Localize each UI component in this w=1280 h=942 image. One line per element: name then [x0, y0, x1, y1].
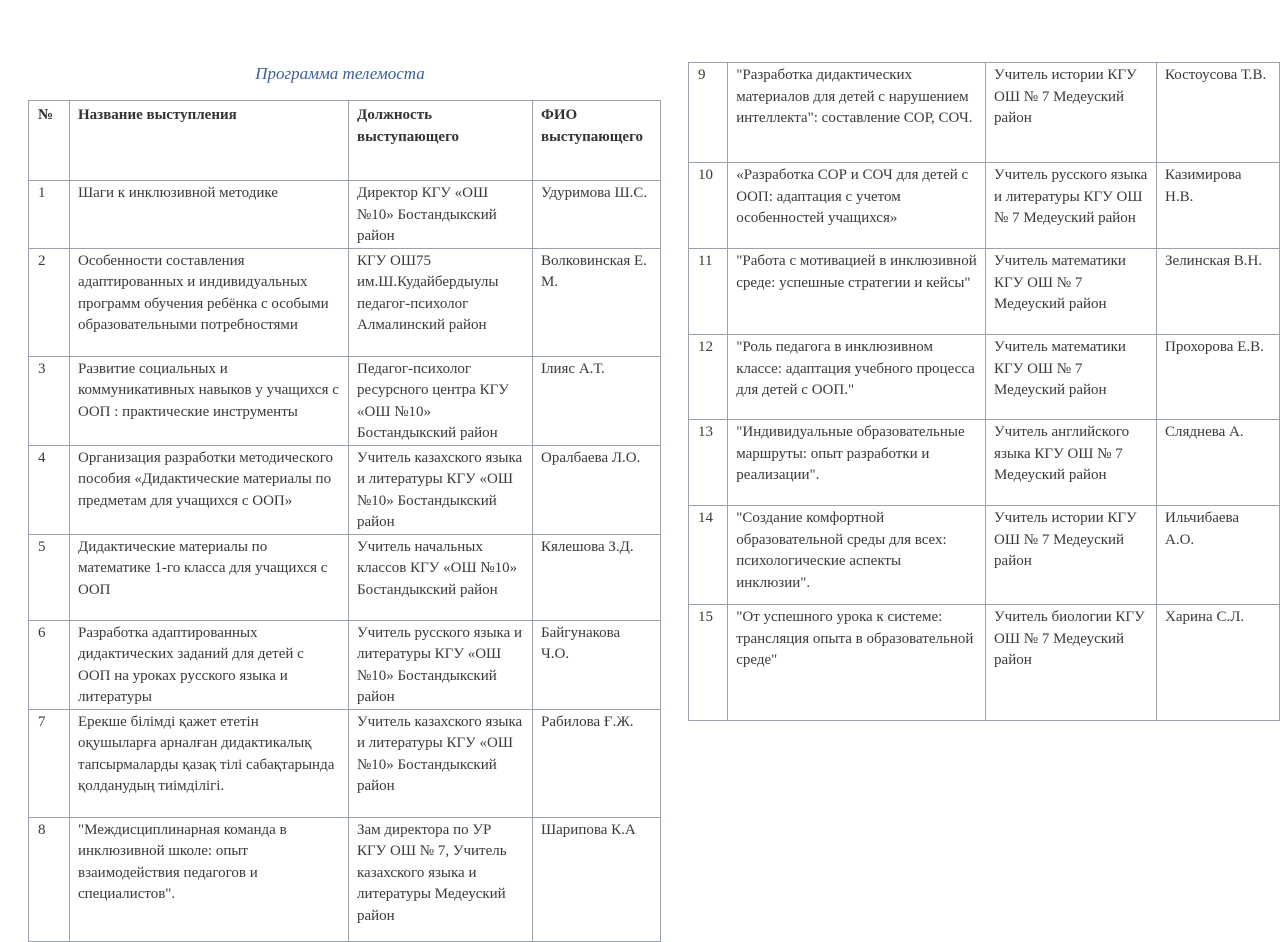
- row-number: 4: [29, 445, 70, 534]
- row-number: 15: [689, 605, 728, 721]
- header-position: Должность выступающего: [349, 101, 533, 181]
- row-topic: "Индивидуальные образовательные маршруты: опыт разработки и реализации".: [728, 420, 986, 506]
- row-topic: "От успешного урока к системе: трансляция опыта в образовательной среде": [728, 605, 986, 721]
- row-position: Педагог-психолог ресурсного центра КГУ «ОШ №10» Бостандыкский район: [349, 356, 533, 445]
- row-topic: "Работа с мотивацией в инклюзивной среде: успешные стратегии и кейсы": [728, 249, 986, 335]
- table-row: [29, 445, 661, 534]
- table-row: [29, 534, 661, 620]
- program-table-left: [28, 100, 661, 942]
- row-topic: "Разработка дидактических материалов для детей с нарушением интеллекта": составление СОР, СОЧ.: [728, 63, 986, 163]
- row-position: Учитель биологии КГУ ОШ № 7 Медеуский район: [986, 605, 1157, 721]
- row-position: КГУ ОШ75 им.Ш.Кудайбердыулы педагог-психолог Алмалинский район: [349, 248, 533, 356]
- header-speaker-name: ФИО выступающего: [533, 101, 661, 181]
- row-number: 6: [29, 620, 70, 709]
- row-speaker-name: Костоусова Т.В.: [1157, 63, 1280, 163]
- row-topic: Развитие социальных и коммуникативных навыков у учащихся с ООП : практические инструменты: [70, 356, 349, 445]
- row-topic: Шаги к инклюзивной методике: [70, 181, 349, 249]
- table-row: [29, 356, 661, 445]
- table-row: [29, 709, 661, 817]
- row-speaker-name: Прохорова Е.В.: [1157, 335, 1280, 420]
- row-speaker-name: Кялешова З.Д.: [533, 534, 661, 620]
- table-row: [689, 420, 1280, 506]
- row-number: 7: [29, 709, 70, 817]
- row-position: Учитель истории КГУ ОШ № 7 Медеуский район: [986, 63, 1157, 163]
- row-topic: "Создание комфортной образовательной среды для всех: психологические аспекты инклюзии".: [728, 506, 986, 605]
- row-speaker-name: Ильчибаева А.О.: [1157, 506, 1280, 605]
- row-position: Учитель математики КГУ ОШ № 7 Медеуский район: [986, 335, 1157, 420]
- row-position: Учитель казахского языка и литературы КГУ «ОШ №10» Бостандыкский район: [349, 709, 533, 817]
- row-topic: Организация разработки методического пособия «Дидактические материалы по предметам для учащихся с ООП»: [70, 445, 349, 534]
- row-topic: "Роль педагога в инклюзивном классе: адаптация учебного процесса для детей с ООП.": [728, 335, 986, 420]
- program-table-right: [688, 62, 1280, 721]
- row-position: Учитель истории КГУ ОШ № 7 Медеуский район: [986, 506, 1157, 605]
- table-row: [29, 817, 661, 941]
- row-position: Учитель математики КГУ ОШ № 7 Медеуский район: [986, 249, 1157, 335]
- row-position: Учитель русского языка и литературы КГУ «ОШ №10» Бостандыкский район: [349, 620, 533, 709]
- table-row: [689, 605, 1280, 721]
- row-position: Учитель казахского языка и литературы КГУ «ОШ №10» Бостандыкский район: [349, 445, 533, 534]
- row-number: 3: [29, 356, 70, 445]
- row-speaker-name: Байгунакова Ч.О.: [533, 620, 661, 709]
- row-number: 10: [689, 163, 728, 249]
- header-number: №: [29, 101, 70, 181]
- table-row: [29, 620, 661, 709]
- row-speaker-name: Шарипова К.А: [533, 817, 661, 941]
- table-header-row: [29, 101, 661, 181]
- row-speaker-name: Ілияс А.Т.: [533, 356, 661, 445]
- row-number: 12: [689, 335, 728, 420]
- row-speaker-name: Оралбаева Л.О.: [533, 445, 661, 534]
- header-topic: Название выступления: [70, 101, 349, 181]
- row-speaker-name: Сляднева А.: [1157, 420, 1280, 506]
- row-speaker-name: Харина С.Л.: [1157, 605, 1280, 721]
- row-topic: «Разработка СОР и СОЧ для детей с ООП: адаптация с учетом особенностей учащихся»: [728, 163, 986, 249]
- table-row: [29, 248, 661, 356]
- row-number: 8: [29, 817, 70, 941]
- table-row: [689, 163, 1280, 249]
- row-topic: "Междисциплинарная команда в инклюзивной школе: опыт взаимодействия педагогов и специалистов".: [70, 817, 349, 941]
- row-position: Зам директора по УР КГУ ОШ № 7, Учитель казахского языка и литературы Медеуский район: [349, 817, 533, 941]
- table-row: [689, 249, 1280, 335]
- row-speaker-name: Удуримова Ш.С.: [533, 181, 661, 249]
- row-number: 9: [689, 63, 728, 163]
- row-number: 14: [689, 506, 728, 605]
- row-speaker-name: Волковинская Е. М.: [533, 248, 661, 356]
- table-row: [29, 181, 661, 249]
- row-number: 13: [689, 420, 728, 506]
- row-speaker-name: Зелинская В.Н.: [1157, 249, 1280, 335]
- document-title: Программа телемоста: [255, 64, 425, 83]
- table-row: [689, 335, 1280, 420]
- row-position: Учитель английского языка КГУ ОШ № 7 Медеуский район: [986, 420, 1157, 506]
- row-number: 2: [29, 248, 70, 356]
- row-position: Учитель начальных классов КГУ «ОШ №10» Бостандыкский район: [349, 534, 533, 620]
- table-row: [689, 506, 1280, 605]
- row-topic: Особенности составления адаптированных и индивидуальных программ обучения ребёнка с особыми образовательными потребностями: [70, 248, 349, 356]
- row-topic: Дидактические материалы по математике 1-го класса для учащихся с ООП: [70, 534, 349, 620]
- row-speaker-name: Казимирова Н.В.: [1157, 163, 1280, 249]
- row-speaker-name: Рабилова Ғ.Ж.: [533, 709, 661, 817]
- row-position: Учитель русского языка и литературы КГУ ОШ № 7 Медеуский район: [986, 163, 1157, 249]
- row-number: 11: [689, 249, 728, 335]
- table-row: [689, 63, 1280, 163]
- row-number: 1: [29, 181, 70, 249]
- row-number: 5: [29, 534, 70, 620]
- row-topic: Ерекше білімді қажет ететін оқушыларға арналған дидактикалық тапсырмаларды қазақ тілі сабақтарында қолданудың тиімділігі.: [70, 709, 349, 817]
- row-position: Директор КГУ «ОШ №10» Бостандыкский район: [349, 181, 533, 249]
- row-topic: Разработка адаптированных дидактических заданий для детей с ООП на уроках русского языка и литературы: [70, 620, 349, 709]
